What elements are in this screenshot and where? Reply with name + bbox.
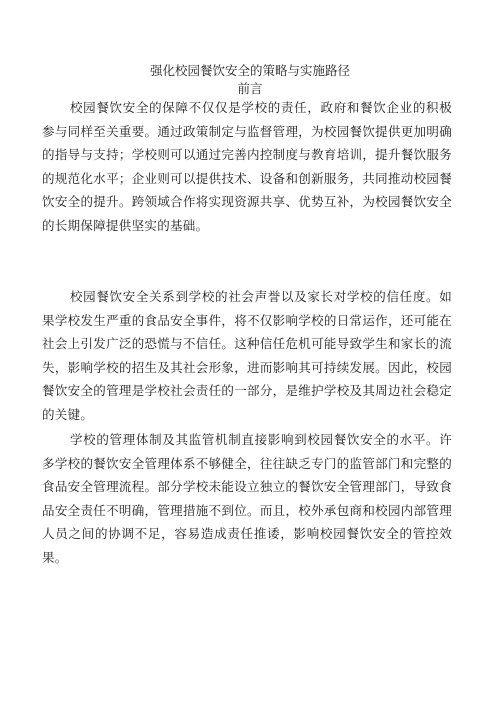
- section-heading: 前言: [237, 81, 263, 96]
- paragraph-3: 学校的管理体制及其监管机制直接影响到校园餐饮安全的水平。许多学校的餐饮安全管理体系不够健全，往往缺乏专门的监管部门和完整的食品安全管理流程。部分学校未能设立独立的餐饮安全管理部门，导致食品安全责任不明确，管理措施不到位。而且，校外承包商和校园内部管理人员之间的协调不足，容易造成责任推诿，影响校园餐饮安全的管控效果。: [42, 432, 452, 565]
- paragraph-1: 校园餐饮安全的保障不仅仅是学校的责任，政府和餐饮企业的积极参与同样至关重要。通过政策制定与监督管理，为校园餐饮提供更加明确的指导与支持；学校则可以通过完善内控制度与教育培训，提升餐饮服务的规范化水平；企业则可以提供技术、设备和创新服务，共同推动校园餐饮安全的提升。跨领域合作将实现资源共享、优势互补，为校园餐饮安全的长期保障提供坚实的基础。: [42, 100, 452, 233]
- paragraph-2: 校园餐饮安全关系到学校的社会声誉以及家长对学校的信任度。如果学校发生严重的食品安全事件，将不仅影响学校的日常运作，还可能在社会上引发广泛的恐慌与不信任。这种信任危机可能导致学生和家长的流失，影响学校的招生及其社会形象，进而影响其可持续发展。因此，校园餐饮安全的管理是学校社会责任的一部分，是维护学校及其周边社会稳定的关键。: [42, 289, 452, 422]
- document-title: 强化校园餐饮安全的策略与实施路径: [149, 63, 350, 78]
